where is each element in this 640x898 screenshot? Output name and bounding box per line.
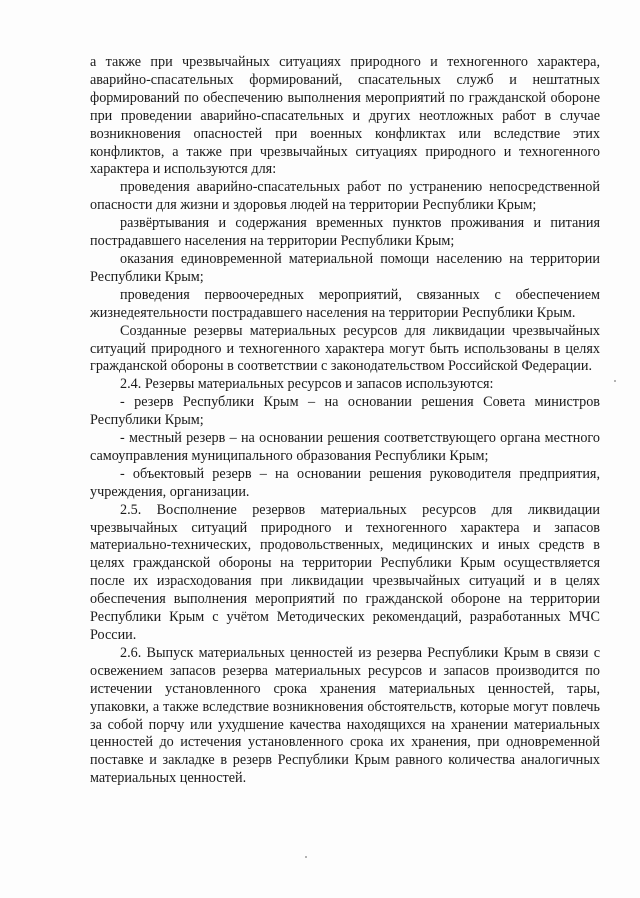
paragraph-material-aid: оказания единовременной материальной помощи населению на территории Республики Крым; — [90, 250, 600, 285]
scan-speck — [614, 380, 616, 382]
paragraph-2-6: 2.6. Выпуск материальных ценностей из резерва Республики Крым в связи с освежением запасов резерва материальных ресурсов и запасов производится по истечении установленного срока хранения материальных ценностей, тары, упаковки, а также вследствие возникновения обстоятельств, которые могут повлечь за собой порчу или ухудшение качества находящихся на хранении материальных ценностей до истечения установленного срока их хранения, при одновременной поставке и закладке в резерв Республики Крым равного количества аналогичных материальных ценностей. — [90, 644, 600, 787]
paragraph-intro: а также при чрезвычайных ситуациях природного и техногенного характера, аварийно-спасательных формирований, спасательных служб и нештатных формирований по обеспечению выполнения мероприятий по гражданской обороне при проведении аварийно-спасательных и других неотложных работ в случае возникновения опасностей при военных конфликтах или вследствие этих конфликтов, а также при чрезвычайных ситуациях природного и техногенного характера и используются для: — [90, 54, 600, 178]
paragraph-civil-defense-use: Созданные резервы материальных ресурсов для ликвидации чрезвычайных ситуаций природного и техногенного характера могут быть использованы в целях гражданской обороны в соответствии с законодательством Российской Федерации. — [90, 322, 600, 375]
paragraph-2-5: 2.5. Восполнение резервов материальных ресурсов для ликвидации чрезвычайных ситуаций природного и техногенного характера и запасов материально-технических, продовольственных, медицинских и иных средств в целях гражданской обороны на территории Республики Крым осуществляется после их израсходования при ликвидации чрезвычайных ситуаций и в целях обеспечения выполнения мероприятий по гражданской обороне на территории Республики Крым с учётом Методических рекомендаций, разработанных МЧС России. — [90, 501, 600, 643]
paragraph-temporary-shelters: развёртывания и содержания временных пунктов проживания и питания пострадавшего населения на территории Республики Крым; — [90, 215, 600, 250]
scan-speck — [305, 856, 307, 858]
paragraph-priority-measures: проведения первоочередных мероприятий, связанных с обеспечением жизнедеятельности пострадавшего населения на территории Республики Крым. — [90, 286, 600, 321]
paragraph-republic-reserve: - резерв Республики Крым – на основании решения Совета министров Республики Крым; — [90, 394, 600, 429]
paragraph-rescue-works: проведения аварийно-спасательных работ по устранению непосредственной опасности для жизни и здоровья людей на территории Республики Крым; — [90, 179, 600, 214]
paragraph-2-4-heading: 2.4. Резервы материальных ресурсов и запасов используются: — [120, 376, 494, 393]
document-body — [90, 54, 600, 788]
paragraph-object-reserve: - объектовый резерв – на основании решения руководителя предприятия, учреждения, организации. — [90, 465, 600, 500]
paragraph-local-reserve: - местный резерв – на основании решения соответствующего органа местного самоуправления муниципального образования Республики Крым; — [90, 430, 600, 464]
